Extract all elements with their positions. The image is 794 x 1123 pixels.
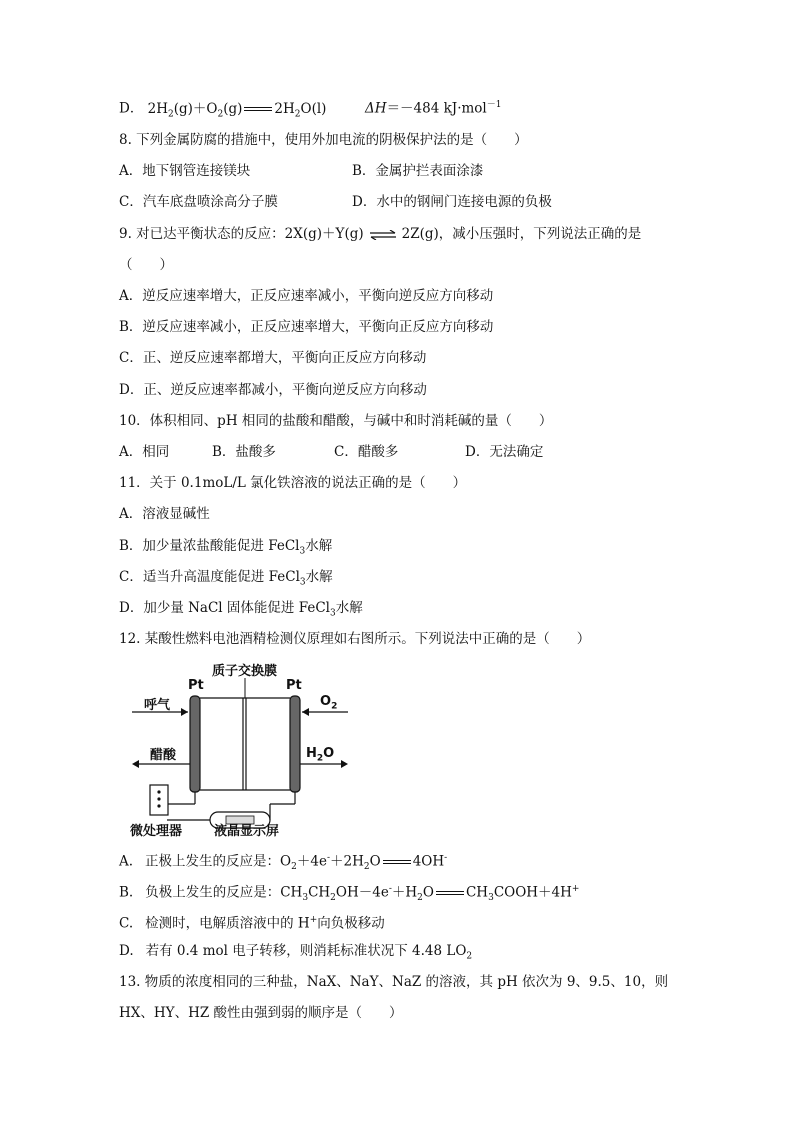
- reversible-arrow-icon: [368, 230, 398, 240]
- q12-option-a: A. 正极上发生的反应是：$O_2+4e^-+2H_2O$ 4OH-: [119, 853, 448, 873]
- q10-option-d: D．无法确定: [465, 444, 544, 460]
- membrane-label: 质子交换膜: [212, 664, 278, 679]
- acetic-acid-label: 醋酸: [150, 748, 177, 763]
- q11-stem: 11．关于 0.1moL/L 氯化铁溶液的说法正确的是（ ）: [119, 475, 467, 491]
- q12-option-c: C. 检测时，电解质溶液中的 H+向负极移动: [119, 915, 385, 932]
- pt-left-label: Pt: [188, 678, 204, 693]
- h2o-label: $H_2O$: [306, 746, 335, 764]
- q8-option-a: A．地下钢管连接镁块: [119, 163, 251, 179]
- o2-label: $O_2$: [320, 694, 338, 712]
- q8-option-c: C．汽车底盘喷涂高分子膜: [119, 194, 278, 210]
- q11-option-d: D．加少量 NaCl 固体能促进 FeCl$_3$水解: [119, 600, 363, 619]
- q7-option-d: D． $2H_2(g)+O_2(g)$ $2H_2O(l)$ ΔH＝－484 kJ·mol$^{-1}$: [119, 100, 502, 120]
- equals-line-icon: [436, 891, 464, 895]
- q10-option-a: A．相同: [119, 444, 170, 460]
- equals-line-icon: [383, 860, 411, 864]
- q12-stem: 12. 某酸性燃料电池酒精检测仪原理如右图所示。下列说法中正确的是（ ）: [119, 631, 591, 647]
- q11-option-a: A．溶液显碱性: [119, 506, 210, 522]
- q9-option-c: C．正、逆反应速率都增大，平衡向正反应方向移动: [119, 350, 427, 366]
- q11-option-b: B．加少量浓盐酸能促进 FeCl$_3$水解: [119, 538, 333, 557]
- q12-option-d: D. 若有 0.4 mol 电子转移，则消耗标准状况下 4.48 $LO_2$: [119, 943, 473, 962]
- q9-option-d: D．正、逆反应速率都减小，平衡向逆反应方向移动: [119, 382, 427, 398]
- processor-label: 微处理器: [130, 824, 183, 839]
- fuel-cell-diagram: [130, 660, 350, 840]
- pt-right-label: Pt: [286, 678, 302, 693]
- q9-option-b: B．逆反应速率减小，正反应速率增大，平衡向正反应方向移动: [119, 319, 494, 335]
- q11-option-c: C．适当升高温度能促进 FeCl$_3$水解: [119, 569, 333, 588]
- q12-option-b: B. 负极上发生的反应是：$CH_3CH_2OH-4e^-+H_2O$ $CH_3COOH+4H^+$: [119, 884, 580, 904]
- q10-option-c: C．醋酸多: [334, 444, 399, 460]
- lcd-label: 液晶显示屏: [214, 824, 280, 839]
- q13-stem-line2: HX、HY、HZ 酸性由强到弱的顺序是（ ）: [119, 1005, 403, 1021]
- q10-stem: 10．体积相同、pH 相同的盐酸和醋酸，与碱中和时消耗碱的量（ ）: [119, 413, 553, 429]
- q10-option-b: B．盐酸多: [212, 444, 276, 460]
- q8-option-d: D．水中的钢闸门连接电源的负极: [352, 194, 552, 210]
- q9-paren: （ ）: [119, 257, 173, 273]
- q9-option-a: A．逆反应速率增大，正反应速率减小，平衡向逆反应方向移动: [119, 288, 494, 304]
- q8-stem: 8. 下列金属防腐的措施中，使用外加电流的阴极保护法的是（ ）: [119, 132, 528, 148]
- equals-line-icon: [244, 107, 272, 111]
- q8-option-b: B．金属护拦表面涂漆: [352, 163, 484, 179]
- q9-stem: 9. 对已达平衡状态的反应：2X(g)＋Y(g) 2Z(g)，减小压强时，下列说法正确的是: [119, 226, 642, 242]
- q13-stem-line1: 13. 物质的浓度相同的三种盐，NaX、NaY、NaZ 的溶液，其 pH 依次为 9、9.5、10，则: [119, 974, 669, 990]
- breath-label: 呼气: [144, 698, 171, 713]
